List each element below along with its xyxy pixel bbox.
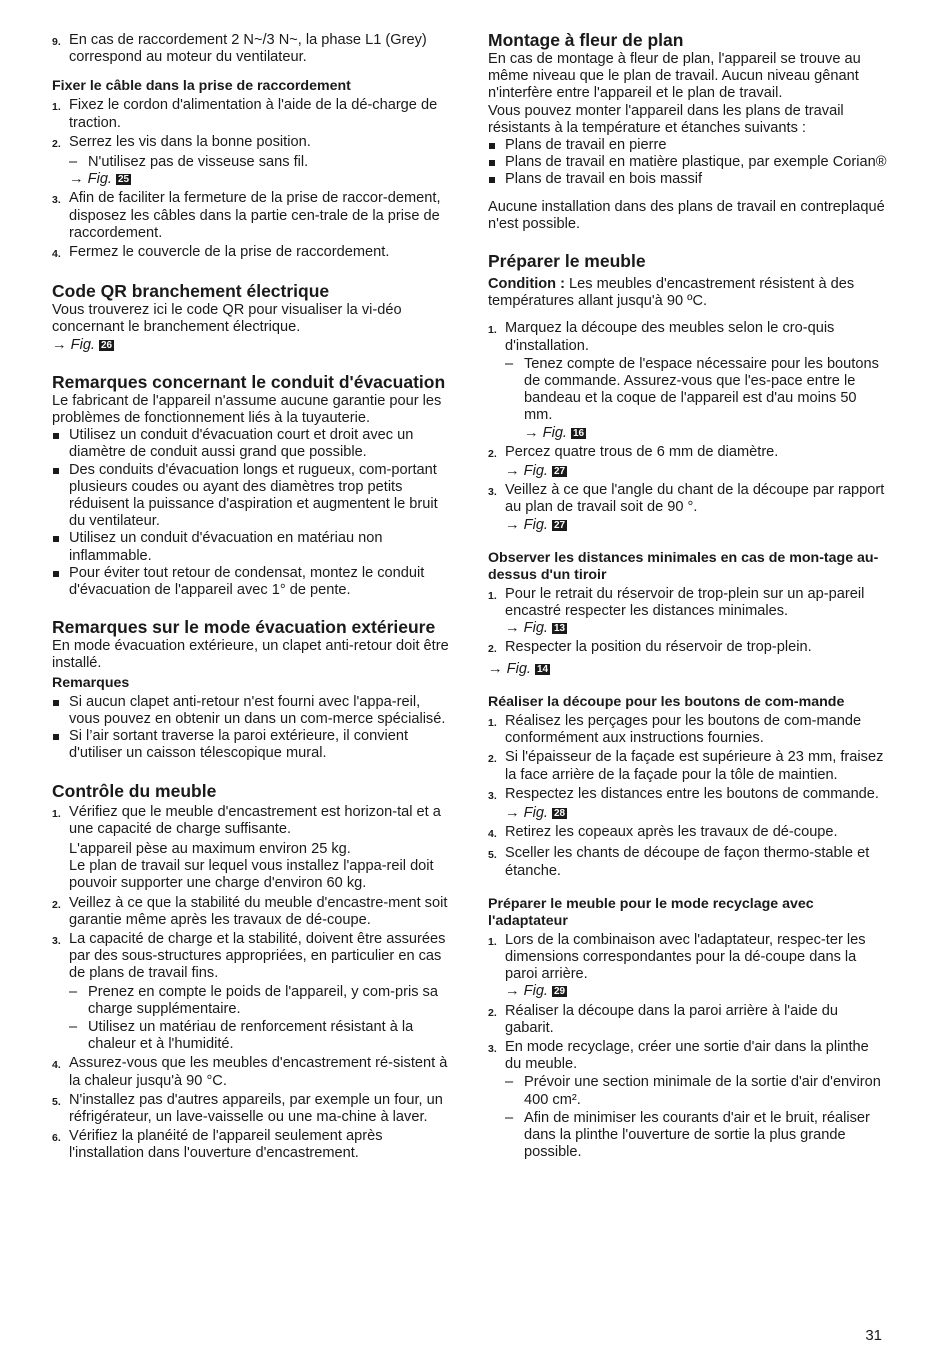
step-item: 3. Afin de faciliter la fermeture de la prise de raccor-dement, disposez les câbles dans la partie cen-trale de la prise de raccordement. (52, 190, 441, 241)
figure-number-badge: 14 (536, 663, 549, 675)
step-item: 1. Fixez le cordon d'alimentation à l'aide de la dé-charge de traction. (52, 97, 438, 131)
bullet-item: Plans de travail en matière plastique, par exemple Corian® (488, 154, 888, 171)
figure-number-badge: 26 (100, 339, 113, 351)
figure-number-badge: 13 (553, 623, 566, 635)
dash-item: – Tenez compte de l'espace nécessaire pour les boutons de commande. Assurez-vous que l'es-pace entre le bandeau et la coque de l'appareil est d'au moins 50 mm. (505, 355, 879, 424)
figure-number-badge: 27 (553, 519, 566, 531)
section-title: Montage à fleur de plan (488, 30, 684, 50)
bullet-item: Des conduits d'évacuation longs et rugueux, com-portant plusieurs coudes ou ayant des diamètres trop petits réduisent la puissance d'aspiration et augmentent le bruit du ventilateur. (52, 462, 452, 531)
subsection-title: Observer les distances minimales en cas de mon-tage au-dessus d'un tiroir (488, 549, 879, 583)
notes-title: Remarques (52, 674, 130, 691)
step-item: 2. Réaliser la découpe dans la paroi arrière à l'aide du gabarit. (488, 1002, 838, 1036)
step-item: 3. Respectez les distances entre les boutons de commande. (488, 785, 879, 802)
figure-reference: → Fig. 29 (505, 983, 566, 1000)
bullet-item: Pour éviter tout retour de condensat, montez le conduit d'évacuation de l'appareil avec 1° de pente. (52, 565, 452, 599)
figure-reference: → Fig. 27 (505, 463, 566, 480)
step-item: 9. En cas de raccordement 2 N~/3 N~, la phase L1 (Grey) correspond au moteur du ventilateur. (52, 32, 427, 66)
section-flush: Montage à fleur de plan En cas de montage à fleur de plan, l'appareil se trouve au même niveau que le plan de travail. Aucun niveau gênant n'interfère entre l'appareil et le plan de travail. Vous pouvez monter l'appareil dans les plans de travail résistants à la température et étanches suivants : Plans de travail en pierre Plans de travail en matière plastique, par exemple Corian® Plans de travail en bois massif Aucune installation dans des plans de travail en contreplaqué n'est possible. (488, 30, 887, 232)
subsection-title: Préparer le meuble pour le mode recyclage avec l'adaptateur (488, 895, 814, 929)
section-exhaust: Remarques sur le mode évacuation extérieure En mode évacuation extérieure, un clapet anti-retour doit être installé. Remarques Si aucun clapet anti-retour n'est fourni avec l'appa-reil, vous pouvez en obtenir un dans un com-merce spécialisé. Si l’air sortant traverse la paroi extérieure, il convient d'utiliser un caisson télescopique mural. (52, 617, 452, 762)
step-item: 4. Retirez les copeaux après les travaux de dé-coupe. (488, 824, 838, 841)
figure-reference: → Fig. 25 (69, 171, 130, 188)
figure-reference: → Fig. 27 (505, 516, 566, 533)
figure-number-badge: 16 (572, 427, 585, 439)
section-duct: Remarques concernant le conduit d'évacuation Le fabricant de l'appareil n'assume aucune garantie pour les problèmes de fonctionnement liés à la tuyauterie. Utilisez un conduit d'évacuation court et droit avec un diamètre de conduit aussi grand que possible. Des conduits d'évacuation longs et rugueux, com-portant plusieurs coudes ou ayant des diamètres trop petits réduisent la puissance d'aspiration et augmentent le bruit du ventilateur. Utilisez un conduit d'évacuation en matériau non inflammable. Pour éviter tout retour de condensat, montez le conduit d'évacuation de l'appareil avec 1° de pente. (52, 372, 452, 599)
step-item: 4. Assurez-vous que les meubles d'encastrement ré-sistent à la chaleur jusqu'à 90 °C. (52, 1055, 448, 1089)
step-item: 2. Percez quatre trous de 6 mm de diamètre. (488, 443, 779, 460)
figure-reference: → Fig. 26 (52, 336, 113, 353)
dash-item: – N'utilisez pas de visseuse sans fil. (69, 154, 309, 171)
figure-reference: → Fig. 14 (488, 660, 549, 677)
dash-item: – Afin de minimiser les courants d'air et le bruit, réaliser dans la plinthe l'ouverture de sortie la plus grande possible. (505, 1109, 870, 1161)
bullet-item: Si aucun clapet anti-retour n'est fourni avec l'appa-reil, vous pouvez en obtenir un dans un com-merce spécialisé. (52, 694, 452, 728)
figure-number-badge: 27 (553, 466, 566, 478)
step-item: 3. La capacité de charge et la stabilité, doivent être assurées par des sous-structures appropriées, en particulier en cas de plans de travail fins. (52, 930, 446, 982)
step-item: 3. En mode recyclage, créer une sortie d'air dans la plinthe du meuble. (488, 1038, 869, 1073)
condition-text: Condition : Les meubles d'encastrement résistent à des températures allant jusqu'à 90 ºC. (488, 276, 855, 310)
bullet-item: Utilisez un conduit d'évacuation en matériau non inflammable. (52, 530, 452, 564)
figure-number-badge: 25 (117, 174, 130, 186)
section-check: Contrôle du meuble 1. Vérifiez que le meuble d'encastrement est horizon-tal et a une capacité de charge suffisante. L'appareil pèse au maximum environ 25 kg. Le plan de travail sur lequel vous installez l'appa-reil doit pouvoir supporter une charge d'environ 60 kg. 2. Veillez à ce que la stabilité du meuble d'encastre-ment soit garantie même après les travaux de dé-coupe. 3. La capacité de charge et la stabilité, doivent être assurées par des sous-structures appropriées, en particulier en cas de plans de travail fins. – Prenez en compte le poids de l'appareil, y com-pris sa charge supplémentaire. – Utilisez un matériau de renforcement résistant à la chaleur et à l'humidité. 4. Assurez-vous que les meubles d'encastrement ré-sistent à la chaleur jusqu'à 90 °C. 5. N'installez pas d'autres appareils, par exemple un four, un réfrigérateur, un lave-vaisselle ou une ma-chine à laver. 6. Vérifiez la planéité de l'appareil seulement après l'installation dans l'ouverture d'encastrement. (52, 781, 452, 1163)
figure-reference: → Fig. 13 (505, 620, 566, 637)
section-title: Code QR branchement électrique (52, 281, 330, 302)
left-column (52, 30, 452, 1163)
page-number: 31 (865, 1327, 882, 1344)
step-item: 5. N'installez pas d'autres appareils, par exemple un four, un réfrigérateur, un lave-vaisselle ou une ma-chine à laver. (52, 1091, 443, 1125)
step-item: 4. Fermez le couvercle de la prise de raccordement. (52, 244, 390, 261)
bullet-item: Plans de travail en pierre (488, 137, 888, 154)
bullet-item: Utilisez un conduit d'évacuation court et droit avec un diamètre de conduit aussi grand que possible. (52, 427, 452, 461)
right-column (488, 30, 888, 1161)
section-title: Remarques concernant le conduit d'évacuation (52, 371, 446, 392)
figure-reference: → Fig. 16 (524, 424, 585, 441)
section-title: Remarques sur le mode évacuation extérieure (52, 617, 436, 638)
step-item: 2. Respecter la position du réservoir de trop-plein. (488, 639, 812, 656)
step-item: 2. Si l'épaisseur de la façade est supérieure à 23 mm, fraisez la face arrière de la façade pour la tôle de maintien. (488, 749, 884, 783)
subsection-title: Fixer le câble dans la prise de raccordement (52, 78, 351, 95)
dash-item: – Prenez en compte le poids de l'appareil, y com-pris sa charge supplémentaire. (69, 983, 438, 1017)
subsection-title: Réaliser la découpe pour les boutons de com-mande (488, 693, 845, 710)
bullet-item: Plans de travail en bois massif (488, 171, 888, 188)
step-item: 3. Veillez à ce que l'angle du chant de la découpe par rapport au plan de travail soit de 90 °. (488, 482, 885, 516)
step-item: 1. Marquez la découpe des meubles selon le cro-quis d'installation. (488, 320, 835, 354)
step-item: 1. Vérifiez que le meuble d'encastrement est horizon-tal et a une capacité de charge suffisante. (52, 803, 441, 837)
step-item: 1. Réalisez les perçages pour les boutons de com-mande conformément aux instructions fournies. (488, 712, 862, 747)
figure-number-badge: 29 (553, 986, 566, 998)
step-item: 2. Serrez les vis dans la bonne position. (52, 133, 311, 150)
figure-reference: → Fig. 28 (505, 804, 566, 821)
step-item: 1. Pour le retrait du réservoir de trop-plein sur un ap-pareil encastré respecter les distances minimales. (488, 585, 865, 620)
step-item: 2. Veillez à ce que la stabilité du meuble d'encastre-ment soit garantie même après les travaux de dé-coupe. (52, 894, 448, 928)
section-prepare (488, 251, 888, 534)
step-item: 6. Vérifiez la planéité de l'appareil seulement après l'installation dans l'ouverture d'encastrement. (52, 1128, 383, 1162)
dash-item: – Utilisez un matériau de renforcement résistant à la chaleur et à l'humidité. (69, 1018, 414, 1053)
step-item: 1. Lors de la combinaison avec l'adaptateur, respec-ter les dimensions correspondantes pour la dé-coupe dans la paroi arrière. (488, 931, 866, 983)
figure-number-badge: 28 (553, 807, 566, 819)
bullet-item: Si l’air sortant traverse la paroi extérieure, il convient d'utiliser un caisson télescopique mural. (52, 728, 452, 762)
step-item: 5. Sceller les chants de découpe de façon thermo-stable et étanche. (488, 845, 870, 879)
dash-item: – Prévoir une section minimale de la sortie d'air d'environ 400 cm². (505, 1074, 881, 1108)
section-title: Préparer le meuble (488, 251, 646, 272)
section-title: Contrôle du meuble (52, 780, 217, 801)
section-qr: Code QR branchement électrique Vous trouverez ici le code QR pour visualiser la vi-déo concernant le branchement électrique. → Fig. 26 (52, 281, 452, 354)
